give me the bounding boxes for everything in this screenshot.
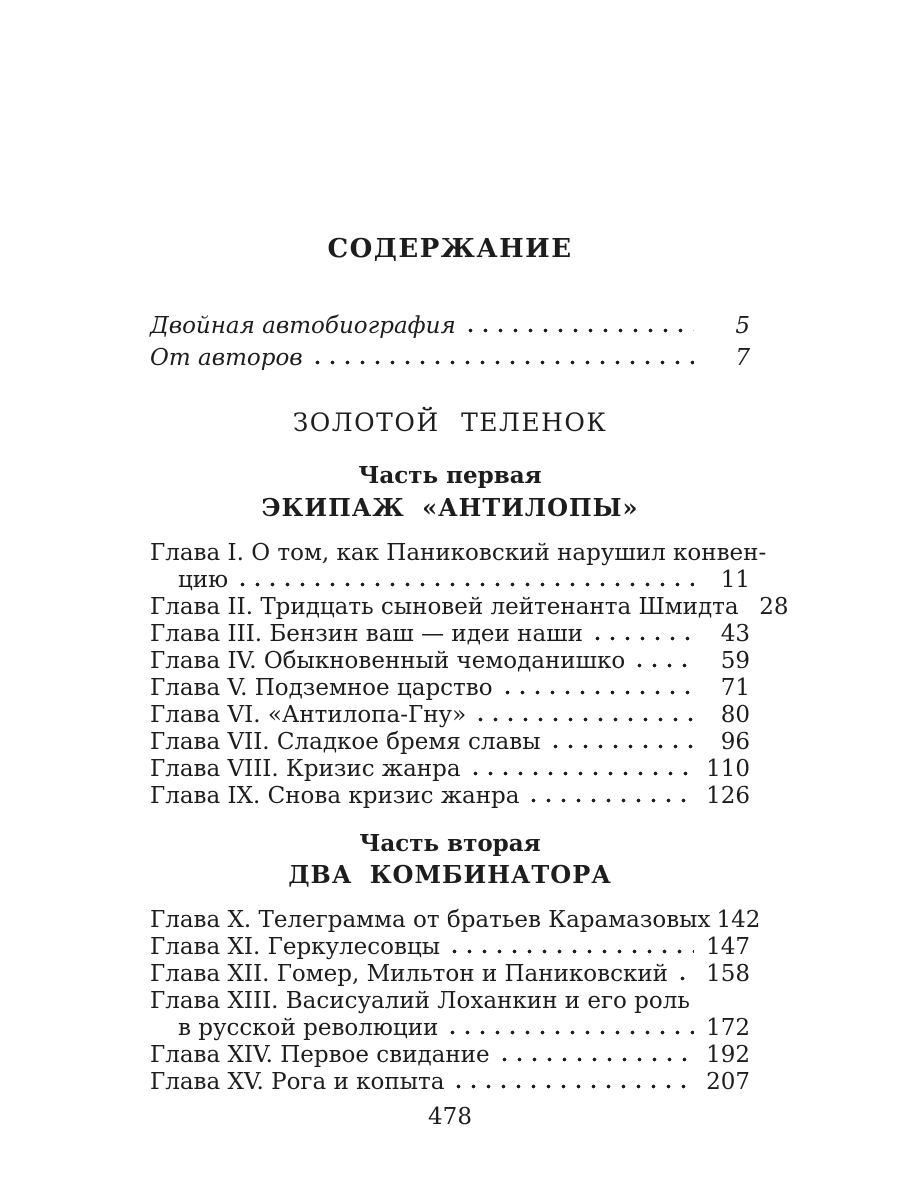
toc-entry-text: Глава VIII. Кризис жанра (150, 756, 461, 782)
toc-entry-page: 80 (720, 702, 750, 728)
toc-row (150, 648, 750, 675)
toc-entry-page: 11 (720, 567, 750, 593)
front-matter-list (150, 313, 750, 377)
toc-entry-page: 96 (720, 729, 750, 755)
toc-entry-text: цию (178, 567, 229, 593)
part-2-title: ДВА КОМБИНАТОРА (288, 860, 612, 889)
toc-entry-page: 142 (716, 907, 761, 933)
toc-entry-page: 5 (735, 313, 750, 339)
toc-row (150, 702, 750, 729)
toc-entry-text: Глава XIV. Первое свидание (150, 1042, 490, 1068)
toc-row (150, 1015, 750, 1042)
book-title: ЗОЛОТОЙ ТЕЛЕНОК (292, 408, 608, 437)
toc-row (150, 988, 750, 1015)
toc-entry-page: 158 (706, 961, 750, 987)
toc-entry-text: Глава XI. Геркулесовцы (150, 934, 441, 960)
toc-entry-page: 59 (720, 648, 750, 674)
toc-entry-page: 43 (720, 621, 750, 647)
toc-row (150, 961, 750, 988)
page-title: СОДЕРЖАНИЕ (327, 234, 573, 264)
toc-row (150, 621, 750, 648)
toc-entry-text: Глава VII. Сладкое бремя славы (150, 729, 541, 755)
toc-row (150, 756, 750, 783)
toc-entry-text: Глава I. О том, как Паниковский нарушил конвен- (150, 540, 767, 566)
part-1-list (150, 540, 789, 810)
toc-entry-text: в русской революции (178, 1015, 439, 1041)
toc-entry-text: Глава III. Бензин ваш — идеи наши (150, 621, 583, 647)
toc-entry-text: Глава XII. Гомер, Мильтон и Паниковский (150, 961, 668, 987)
toc-entry-page: 7 (735, 345, 750, 371)
toc-entry-text: Глава XV. Рога и копыта (150, 1069, 445, 1095)
toc-row (150, 783, 750, 810)
part-2-label: Часть вторая (359, 830, 541, 857)
toc-entry-text: Глава V. Подземное царство (150, 675, 493, 701)
toc-row (150, 675, 750, 702)
toc-entry-text: Глава II. Тридцать сыновей лейтенанта Шмидта (150, 594, 739, 620)
toc-entry-text: От авторов (150, 345, 303, 371)
toc-entry-text: Глава VI. «Антилопа-Гну» (150, 702, 467, 728)
toc-entry-page: 147 (706, 934, 750, 960)
toc-row (150, 907, 761, 934)
toc-row (150, 934, 750, 961)
toc-row (150, 729, 750, 756)
toc-entry-page: 126 (706, 783, 750, 809)
toc-entry-text: Двойная автобиография (150, 313, 456, 339)
toc-row (150, 313, 750, 345)
toc-entry-page: 192 (706, 1042, 750, 1068)
toc-row (150, 540, 767, 567)
toc-row (150, 594, 789, 621)
toc-entry-text: Глава IX. Снова кризис жанра (150, 783, 520, 809)
toc-row (150, 1042, 750, 1069)
toc-entry-page: 28 (759, 594, 789, 620)
toc-entry-text: Глава X. Телеграмма от братьев Карамазовых (150, 907, 711, 933)
toc-entry-page: 71 (720, 675, 750, 701)
toc-row (150, 345, 750, 377)
toc-entry-page: 207 (706, 1069, 750, 1095)
toc-entry-text: Глава IV. Обыкновенный чемоданишко (150, 648, 626, 674)
toc-entry-page: 110 (706, 756, 750, 782)
toc-row (150, 567, 750, 594)
toc-entry-page: 172 (706, 1015, 750, 1041)
part-2-list (150, 907, 761, 1096)
part-1-title: ЭКИПАЖ «АНТИЛОПЫ» (261, 493, 639, 522)
part-1-label: Часть первая (358, 462, 542, 489)
page-number: 478 (428, 1104, 472, 1130)
toc-row (150, 1069, 750, 1096)
toc-entry-text: Глава XIII. Васисуалий Лоханкин и его роль (150, 988, 690, 1014)
